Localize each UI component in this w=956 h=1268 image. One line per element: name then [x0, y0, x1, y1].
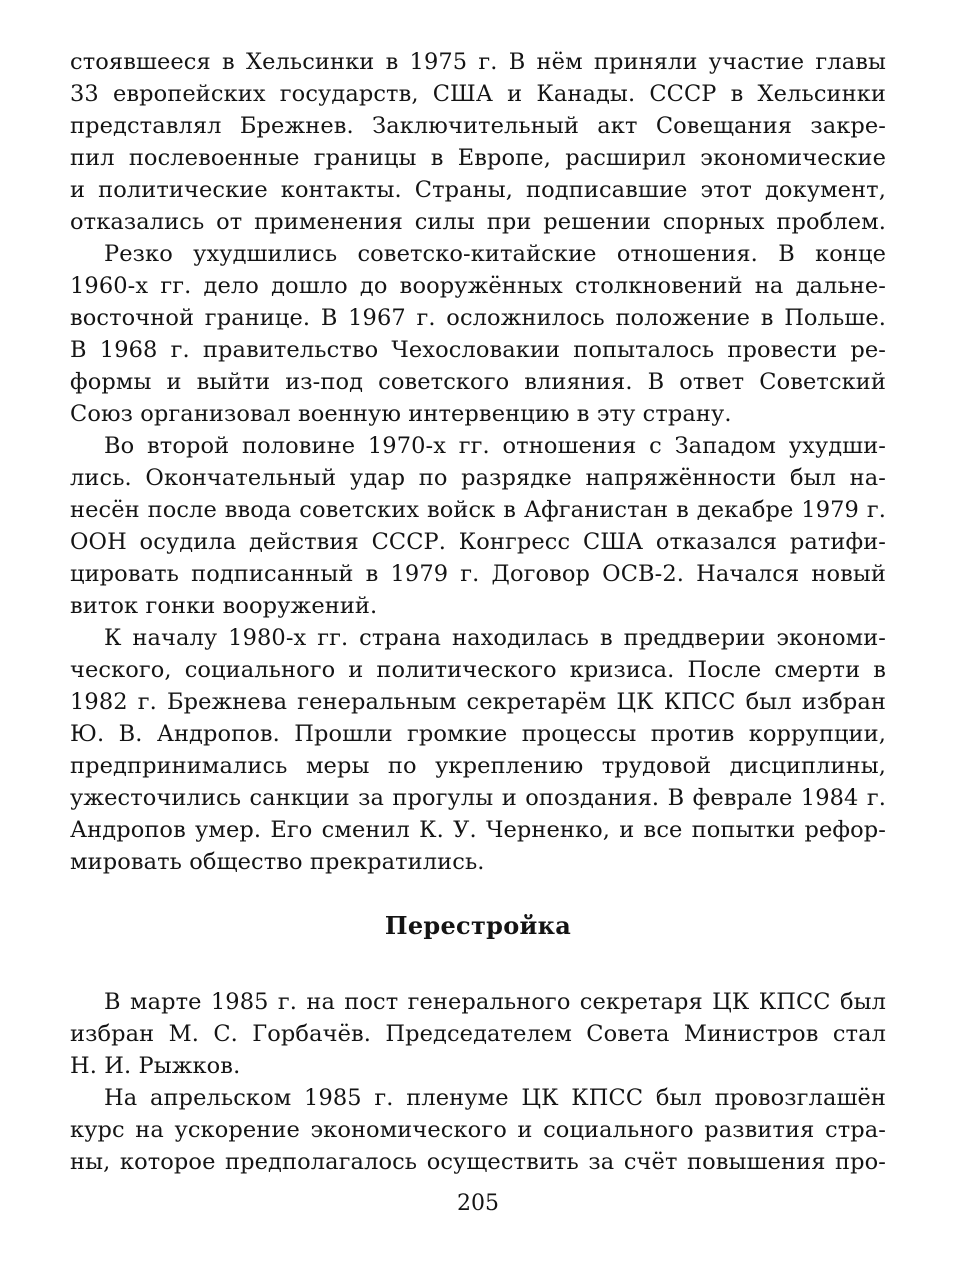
text-line: формы и выйти из-под советского влияния. В ответ Советский [70, 369, 886, 395]
text-line: 1960-х гг. дело дошло до вооружённых столкновений на дальне- [70, 273, 886, 299]
text-line: избран М. С. Горбачёв. Председателем Совета Министров стал [70, 1021, 886, 1047]
text-line: виток гонки вооружений. [70, 593, 378, 619]
text-line: восточной границе. В 1967 г. осложнилось положение в Польше. [70, 305, 886, 331]
text-line: несён после ввода советских войск в Афганистан в декабре 1979 г. [70, 497, 886, 523]
text-line: стоявшееся в Хельсинки в 1975 г. В нём приняли участие главы [70, 49, 886, 75]
text-line: и политические контакты. Страны, подписавшие этот документ, [70, 177, 886, 203]
section-heading: Перестройка [384, 911, 572, 940]
text-line: представлял Брежнев. Заключительный акт Совещания закре- [70, 113, 886, 139]
text-line: 1982 г. Брежнева генеральным секретарём ЦК КПСС был избран [70, 689, 886, 715]
text-line: предпринимались меры по укреплению трудовой дисциплины, [70, 753, 886, 779]
text-line: Н. И. Рыжков. [70, 1053, 241, 1079]
text-line: ООН осудила действия СССР. Конгресс США отказался ратифи- [70, 529, 886, 555]
text-line: курс на ускорение экономического и социального развития стра- [70, 1117, 886, 1143]
text-line: Андропов умер. Его сменил К. У. Черненко, и все попытки рефор- [70, 817, 886, 843]
text-line: отказались от применения силы при решении спорных проблем. [70, 209, 886, 235]
text-line: 33 европейских государств, США и Канады. СССР в Хельсинки [70, 81, 886, 107]
text-line: лись. Окончательный удар по разрядке напряжённости был на- [70, 465, 886, 491]
page-number: 205 [457, 1191, 499, 1216]
text-line: ческого, социального и политического кризиса. После смерти в [70, 657, 886, 683]
text-line: В 1968 г. правительство Чехословакии попыталось провести ре- [70, 337, 886, 363]
text-line: Союз организовал военную интервенцию в эту страну. [70, 401, 732, 427]
text-line: К началу 1980-х гг. страна находилась в преддверии экономи- [104, 625, 886, 651]
text-line: На апрельском 1985 г. пленуме ЦК КПСС был провозглашён [104, 1085, 886, 1111]
text-line: ужесточились санкции за прогулы и опоздания. В феврале 1984 г. [70, 785, 886, 811]
text-line: цировать подписанный в 1979 г. Договор ОСВ-2. Начался новый [70, 561, 886, 587]
text-line: Ю. В. Андропов. Прошли громкие процессы против коррупции, [70, 721, 886, 747]
text-line: Резко ухудшились советско-китайские отношения. В конце [104, 241, 886, 267]
text-line: мировать общество прекратились. [70, 849, 485, 875]
text-line: пил послевоенные границы в Европе, расширил экономические [70, 145, 886, 171]
text-line: ны, которое предполагалось осуществить за счёт повышения про- [70, 1149, 886, 1175]
text-line: Во второй половине 1970-х гг. отношения с Западом ухудши- [104, 433, 886, 459]
text-line: В марте 1985 г. на пост генерального секретаря ЦК КПСС был [104, 989, 886, 1015]
